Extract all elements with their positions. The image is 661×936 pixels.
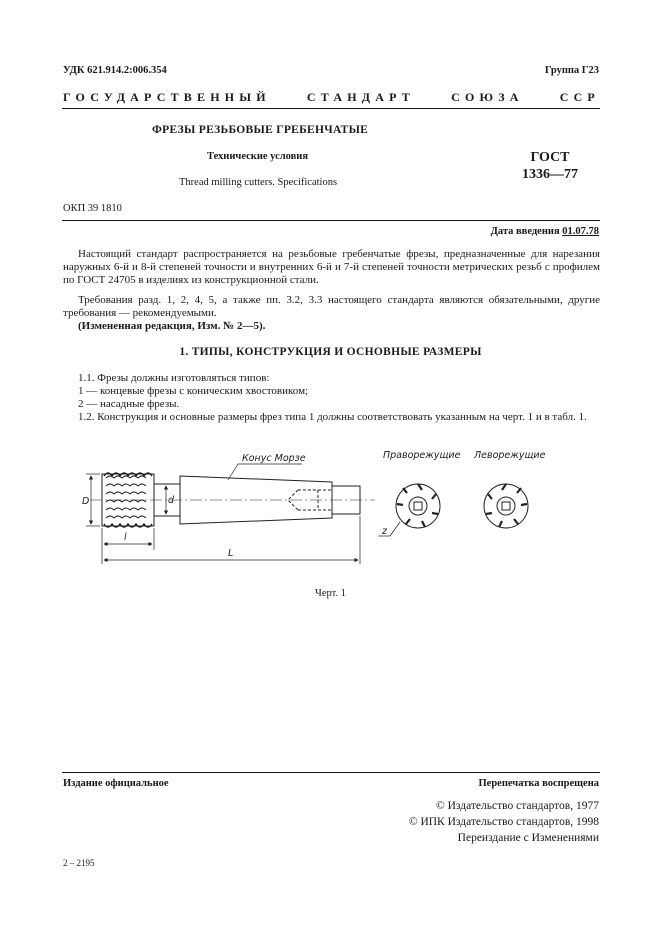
dim-L-label: L: [228, 548, 234, 559]
copyright-block: [409, 798, 599, 846]
header-rule: [62, 108, 600, 109]
clause-1-2: 1.2. Конструкция и основные размеры фрез типа 1 должны соответствовать указанным на черт. 1 и в табл. 1.: [78, 411, 587, 423]
state-word-1: ГОСУДАРСТВЕННЫЙ: [63, 90, 271, 104]
reissue-note: Переиздание с Изменениями: [457, 832, 599, 844]
amendment-note: (Измененная редакция, Изм. № 2—5).: [78, 320, 266, 332]
cutter-side-view: [90, 473, 375, 527]
dim-d-label: d: [168, 495, 175, 506]
group-code: Группа Г23: [544, 65, 599, 76]
state-word-2: СТАНДАРТ: [306, 90, 415, 104]
introduction-date: [491, 226, 599, 237]
clause-1-1: 1.1. Фрезы должны изготовляться типов:: [78, 372, 270, 384]
dim-l-label: l: [124, 532, 127, 543]
requirements-paragraph: Требования разд. 1, 2, 4, 5, а также пп. 3.2, 3.3 настоящего стандарта являются обязательными, другие требования — рекомендуемыми.: [63, 294, 600, 319]
gost-label: ГОСТ: [530, 150, 570, 165]
teeth-count-label: z: [382, 526, 387, 537]
left-hand-label: Леворежущие: [474, 450, 546, 461]
okp-code: ОКП 39 1810: [63, 203, 122, 214]
left-hand-end-view: [484, 484, 528, 528]
scope-paragraph: Настоящий стандарт распространяется на резьбовые гребенчатые фрезы, предназначенные для нарезания наружных 6-й и 8-й степеней точности и внутренних 6-й и 7-й степеней точности метрических резьб с профилем по ГОСТ 24705 в изделиях из конструкционной стали.: [63, 248, 600, 286]
document-subtitle: Технические условия: [207, 151, 309, 162]
document-title: ФРЕЗЫ РЕЗЬБОВЫЕ ГРЕБЕНЧАТЫЕ: [152, 124, 369, 136]
reprint-prohibited-label: Перепечатка воспрещена: [478, 778, 599, 789]
copyright-1977: © Издательство стандартов, 1977: [435, 800, 599, 812]
state-word-4: ССР: [559, 90, 600, 104]
section-1-title: 1. ТИПЫ, КОНСТРУКЦИЯ И ОСНОВНЫЕ РАЗМЕРЫ: [179, 346, 482, 358]
type-2-item: 2 — насадные фрезы.: [78, 398, 180, 410]
state-standard-heading: [63, 90, 600, 105]
dim-D-label: D: [82, 496, 90, 507]
right-hand-end-view: [378, 484, 440, 536]
morse-cone-label: Конус Морзе: [242, 453, 306, 464]
cutter-drawing: [60, 440, 620, 590]
gost-number-block: [522, 149, 578, 183]
figure-caption: Черт. 1: [315, 588, 346, 599]
copyright-1998: © ИПК Издательство стандартов, 1998: [408, 816, 599, 828]
udk-code: УДК 621.914.2:006.354: [63, 65, 167, 76]
page-code: 2 – 2195: [63, 858, 95, 868]
gost-number: 1336—77: [522, 167, 578, 182]
date-label: Дата введения: [490, 226, 560, 237]
title-rule: [62, 220, 600, 221]
right-hand-label: Праворежущие: [383, 450, 461, 461]
state-word-3: СОЮЗА: [451, 90, 524, 104]
official-edition-label: Издание официальное: [63, 778, 169, 789]
english-title: Thread milling cutters. Specifications: [179, 177, 338, 188]
footer-rule: [62, 772, 600, 773]
type-1-item: 1 — концевые фрезы с коническим хвостовиком;: [78, 385, 309, 397]
date-value: 01.07.78: [562, 226, 599, 237]
